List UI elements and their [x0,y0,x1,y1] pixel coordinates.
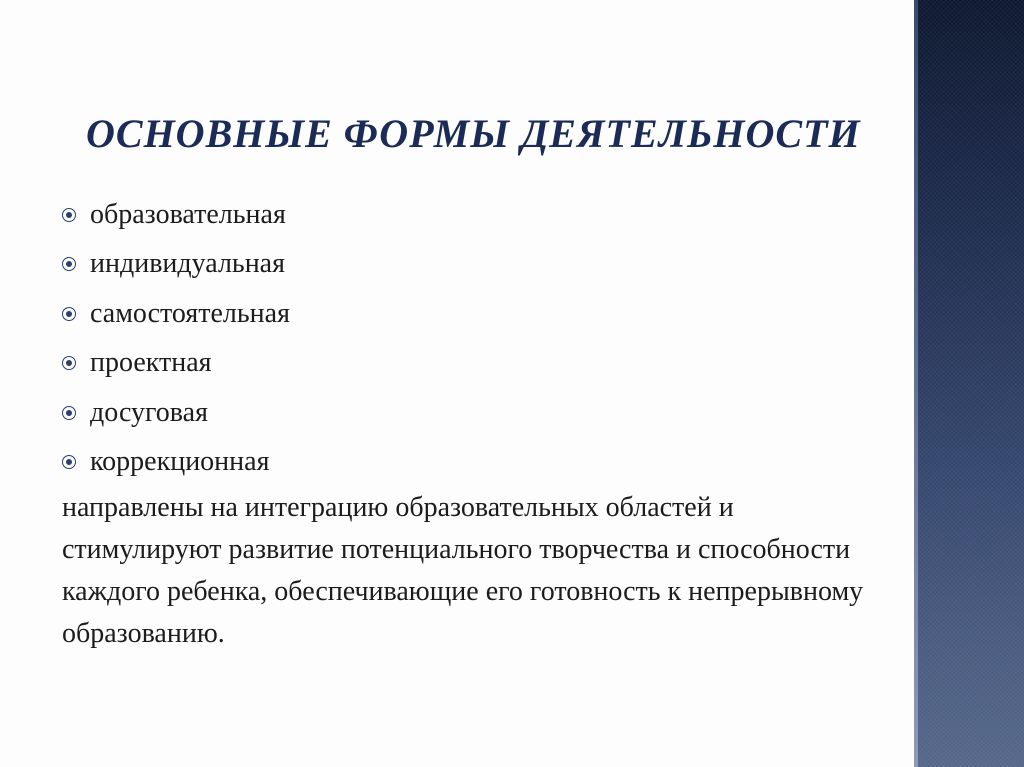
list-item [62,438,882,488]
bullet-text: досуговая [90,396,208,428]
circle-dot-icon [62,356,76,370]
list-item [62,240,882,290]
bullet-text: самостоятельная [90,297,290,329]
bullet-text: образовательная [90,198,286,230]
circle-dot-icon [62,455,76,469]
sidebar-edge [914,0,918,767]
list-item [62,339,882,389]
bullet-list [62,190,882,487]
list-item [62,388,882,438]
body-paragraph: направлены на интеграцию образовательных областей и стимулируют развитие потенциального творчества и способности каждого ребенка, обеспечивающие его готовность к непрерывному образованию. [62,492,864,649]
bullet-text: коррекционная [90,446,270,478]
list-item [62,289,882,339]
bullet-text: индивидуальная [90,248,285,280]
bullet-text: проектная [90,347,212,379]
circle-dot-icon [62,208,76,222]
circle-dot-icon [62,307,76,321]
circle-dot-icon [62,257,76,271]
list-item [62,190,882,240]
decorative-sidebar [914,0,1024,767]
slide-title: ОСНОВНЫЕ ФОРМЫ ДЕЯТЕЛЬНОСТИ [86,111,861,156]
circle-dot-icon [62,406,76,420]
